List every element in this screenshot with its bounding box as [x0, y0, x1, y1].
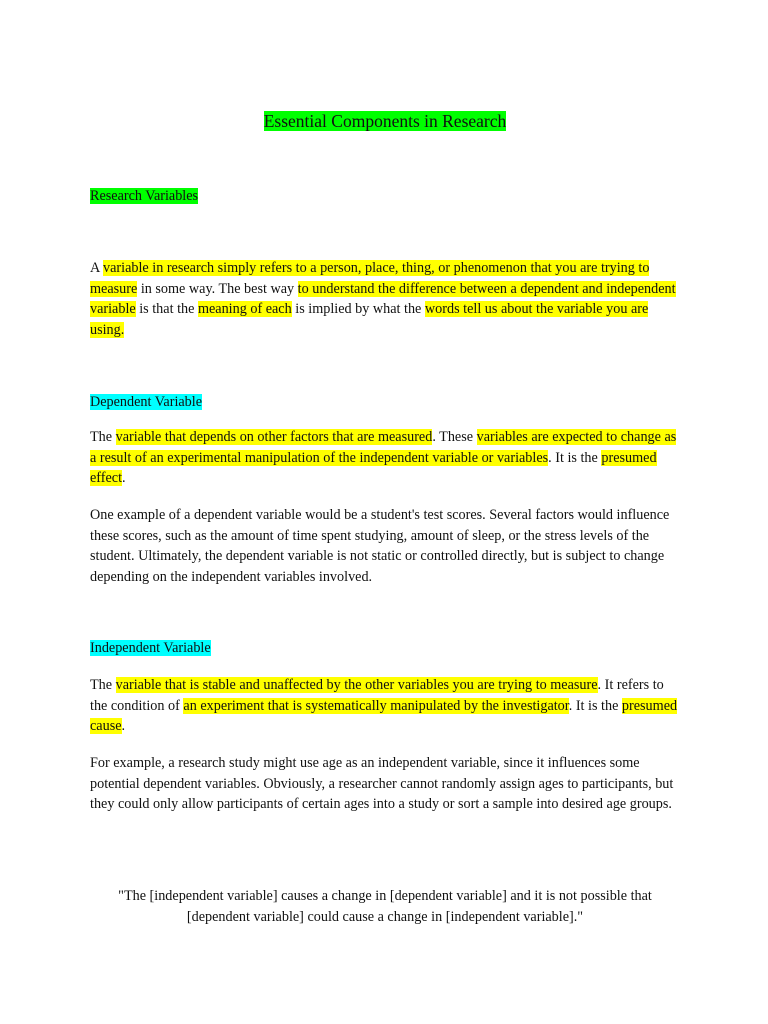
body-text: . — [121, 718, 126, 735]
quote-line-1: "The [independent variable] causes a change in [dependent variable] and it is not possible that — [118, 888, 652, 904]
body-text: . It is the — [548, 449, 602, 466]
body-text: . It refers to the condition of — [90, 677, 664, 714]
highlighted-text: variable that is stable and unaffected by the other variables you are trying to measure — [115, 677, 598, 693]
heading-research-variables-text: Research Variables — [90, 188, 199, 204]
quote-line-2: [dependent variable] could cause a change in [independent variable]." — [186, 909, 584, 925]
paragraph-independent-example: For example, a research study might use age as an independent variable, since it influences some potential dependent variables. Obviously, a researcher cannot randomly assign ages to participants, but they could only allow participants of certain ages into a study or sort a sample into desired age groups. — [90, 755, 674, 813]
heading-dependent-variable-text: Dependent Variable — [90, 394, 203, 410]
body-text: . — [122, 470, 126, 487]
highlighted-text: an experiment that is systematically manipulated by the investigator — [183, 697, 569, 714]
body-text: is that the — [135, 301, 198, 318]
body-text: A — [90, 260, 104, 276]
paragraph-dependent-example: One example of a dependent variable would be a student's test scores. Several factors would influence these scores, such as the amount of time spent studying, amount of sleep, or the stress levels of the student. Ultimately, the dependent variable is not static or controlled directly, but is subject to change depending on the independent variables involved. — [90, 507, 670, 585]
highlighted-text: meaning of each — [197, 301, 292, 318]
body-text: The — [90, 677, 116, 693]
body-text: The — [90, 429, 116, 445]
highlighted-text: variables are expected to change as a result of an experimental manipulation of the independent variable or variables — [90, 429, 677, 466]
heading-independent-variable — [90, 638, 211, 659]
paragraph-dependent-definition — [90, 427, 680, 489]
highlighted-text: to understand the difference between a dependent and independent variable — [90, 280, 676, 318]
page-title — [90, 109, 680, 133]
heading-research-variables — [90, 186, 198, 207]
heading-dependent-variable — [90, 392, 202, 413]
body-text: is implied by what the — [291, 301, 425, 318]
page-title-text: Essential Components in Research — [263, 111, 507, 131]
highlighted-text: presumed cause — [90, 697, 678, 735]
highlighted-text: presumed effect — [90, 449, 657, 487]
body-text: . These — [432, 429, 477, 445]
highlighted-text: variable that depends on other factors that are measured — [115, 429, 433, 445]
body-text: . It is the — [568, 697, 622, 714]
paragraph-independent-definition — [90, 675, 680, 737]
heading-independent-variable-text: Independent Variable — [90, 640, 211, 656]
paragraph-research-variables — [90, 258, 680, 340]
body-text: in some way. The best way — [137, 280, 298, 297]
highlighted-text: words tell us about the variable you are using. — [90, 301, 649, 338]
highlighted-text: variable in research simply refers to a person, place, thing, or phenomenon that you are trying to measure — [90, 260, 650, 297]
